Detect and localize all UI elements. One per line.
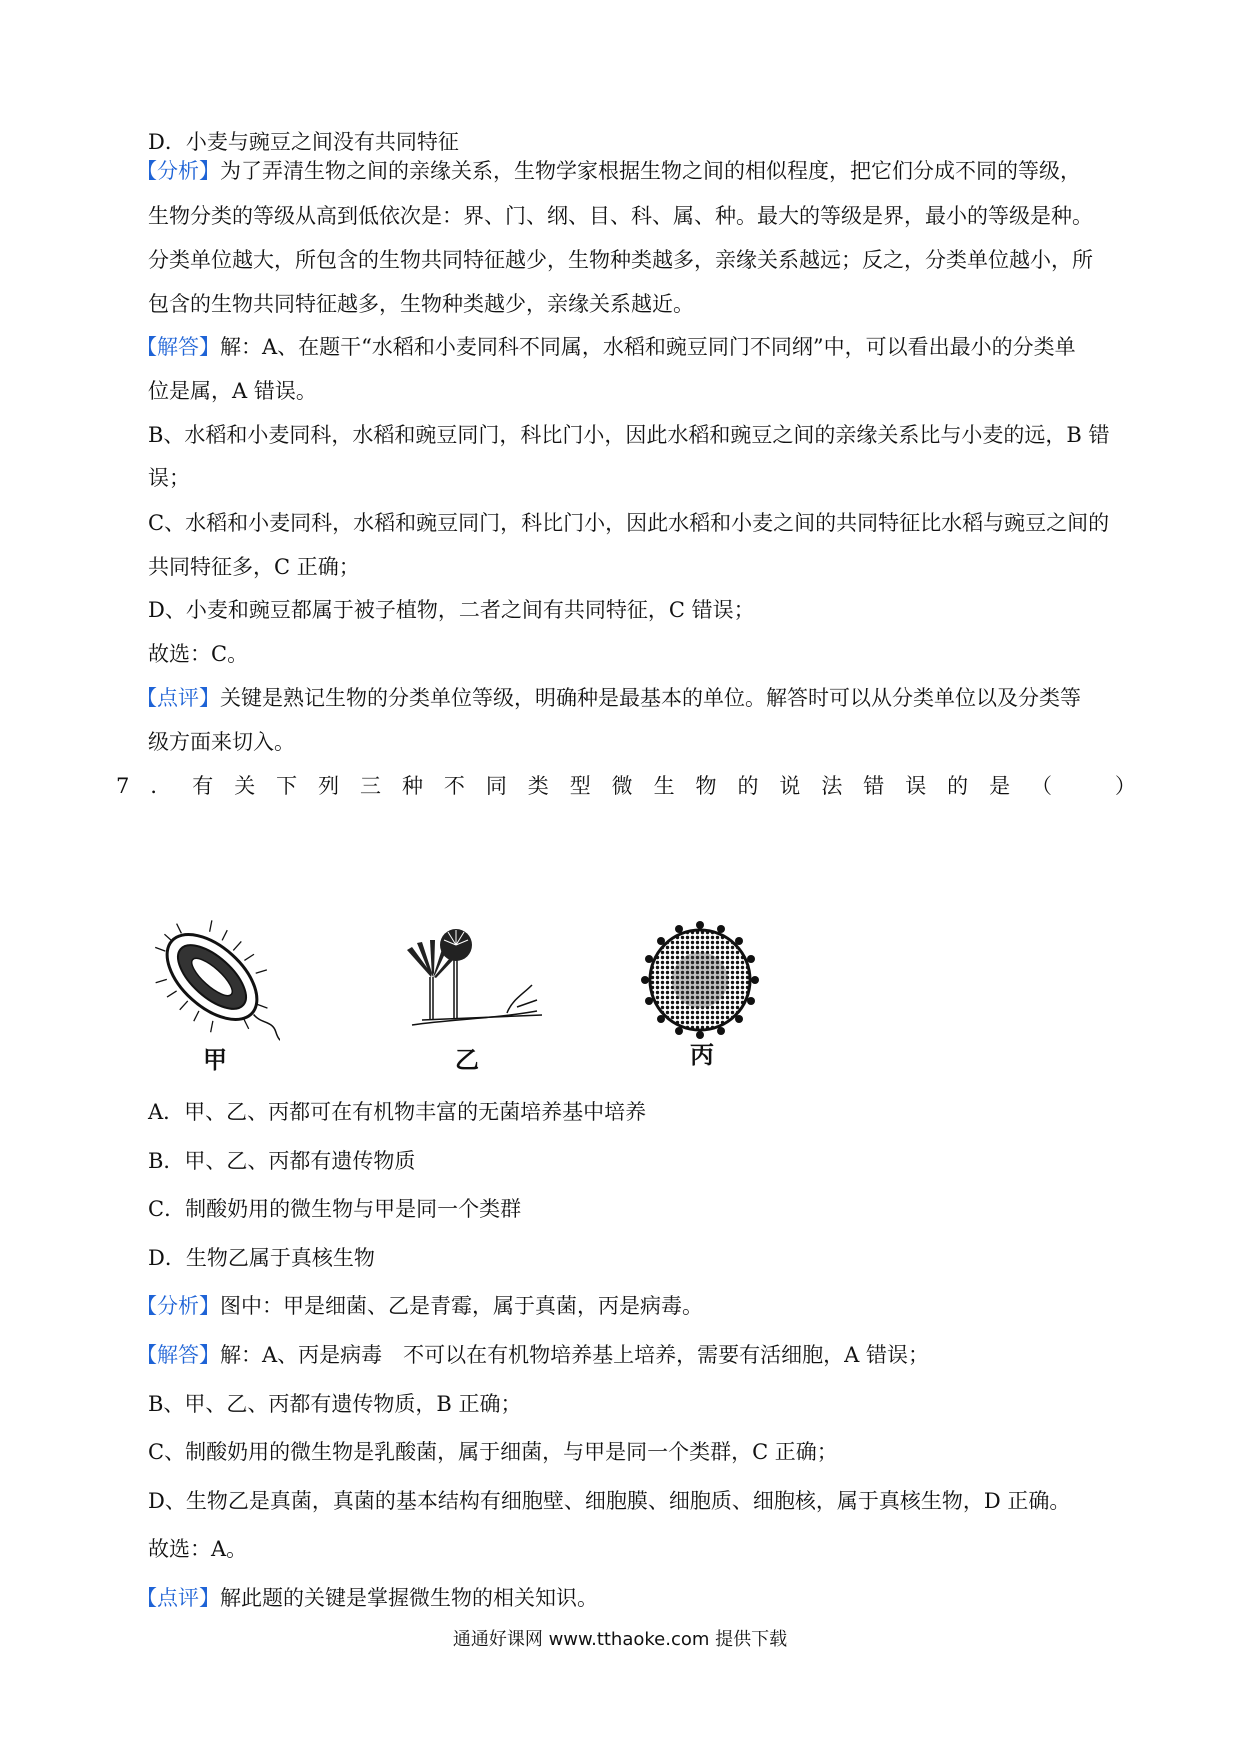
text-line: D、小麦和豌豆都属于被子植物，二者之间有共同特征，C 错误； — [148, 598, 755, 622]
text-line: D、生物乙是真菌，真菌的基本结构有细胞壁、细胞膜、细胞质、细胞核，属于真核生物，D 正确。 — [148, 1489, 1071, 1513]
text-line: C、水稻和小麦同科，水稻和豌豆同门，科比门小，因此水稻和小麦之间的共同特征比水稻与豌豆之间的 — [148, 511, 1110, 535]
comment-line: 【点评】关键是熟记生物的分类单位等级，明确种是最基本的单位。解答时可以从分类单位以及分类等 — [136, 686, 1081, 710]
text-line: B、水稻和小麦同科，水稻和豌豆同门，科比门小，因此水稻和豌豆之间的亲缘关系比与小麦的远，B 错 — [148, 423, 1110, 447]
text-line: 级方面来切入。 — [148, 730, 295, 754]
page-footer: 通通好课网 www.tthaoke.com 提供下载 — [452, 1629, 788, 1650]
analysis-line: 【分析】为了弄清生物之间的亲缘关系，生物学家根据生物之间的相似程度，把它们分成不同的等级， — [136, 159, 1081, 183]
option-c: C．制酸奶用的微生物与甲是同一个类群 — [148, 1197, 522, 1221]
label-jia: 甲 — [203, 1046, 227, 1074]
question-7-stem: 7 ． 有 关 下 列 三 种 不 同 类 型 微 生 物 的 说 法 错 误 的 是 （ ） — [116, 774, 1136, 798]
comment-line: 【点评】解此题的关键是掌握微生物的相关知识。 — [136, 1586, 598, 1610]
option-d: D．生物乙属于真核生物 — [148, 1246, 375, 1270]
option-d-q6: D．小麦与豌豆之间没有共同特征 — [148, 130, 459, 154]
penicillium-figure — [392, 915, 552, 1035]
virus-figure — [635, 915, 765, 1045]
analysis-tag: 【分析】 — [136, 159, 220, 183]
text-line: 共同特征多，C 正确； — [148, 555, 360, 579]
answer-line: 【解答】解：A、在题干“水稻和小麦同科不同属，水稻和豌豆同门不同纲”中，可以看出最小的分类单 — [136, 335, 1076, 359]
comment-tag: 【点评】 — [136, 686, 220, 710]
comment-tag: 【点评】 — [136, 1586, 220, 1610]
answer-tag: 【解答】 — [136, 1343, 220, 1367]
label-bing: 丙 — [690, 1041, 714, 1069]
option-a: A．甲、乙、丙都可在有机物丰富的无菌培养基中培养 — [148, 1100, 647, 1124]
text-line: 位是属，A 错误。 — [148, 379, 317, 403]
text-line: B、甲、乙、丙都有遗传物质，B 正确； — [148, 1392, 522, 1416]
virus-drawing — [635, 915, 765, 1045]
analysis-tag: 【分析】 — [136, 1294, 220, 1318]
answer-tag: 【解答】 — [136, 335, 220, 359]
analysis-line: 【分析】图中：甲是细菌、乙是青霉，属于真菌，丙是病毒。 — [136, 1294, 703, 1318]
text-line: 故选：A。 — [148, 1537, 248, 1561]
text-line: 生物分类的等级从高到低依次是：界、门、纲、目、科、属、种。最大的等级是界，最小的等级是种。 — [148, 204, 1093, 228]
text-line: 故选：C。 — [148, 642, 249, 666]
answer-line: 【解答】解：A、丙是病毒 不可以在有机物培养基上培养，需要有活细胞，A 错误； — [136, 1343, 930, 1367]
label-yi: 乙 — [455, 1046, 479, 1074]
option-b: B．甲、乙、丙都有遗传物质 — [148, 1149, 416, 1173]
text-line: C、制酸奶用的微生物是乳酸菌，属于细菌，与甲是同一个类群，C 正确； — [148, 1440, 838, 1464]
penicillium-drawing — [392, 915, 552, 1035]
text-line: 误； — [148, 466, 190, 490]
text-line: 包含的生物共同特征越多，生物种类越少，亲缘关系越近。 — [148, 292, 694, 316]
text-line: 分类单位越大，所包含的生物共同特征越少，生物种类越多，亲缘关系越远；反之，分类单位越小，所 — [148, 248, 1093, 272]
